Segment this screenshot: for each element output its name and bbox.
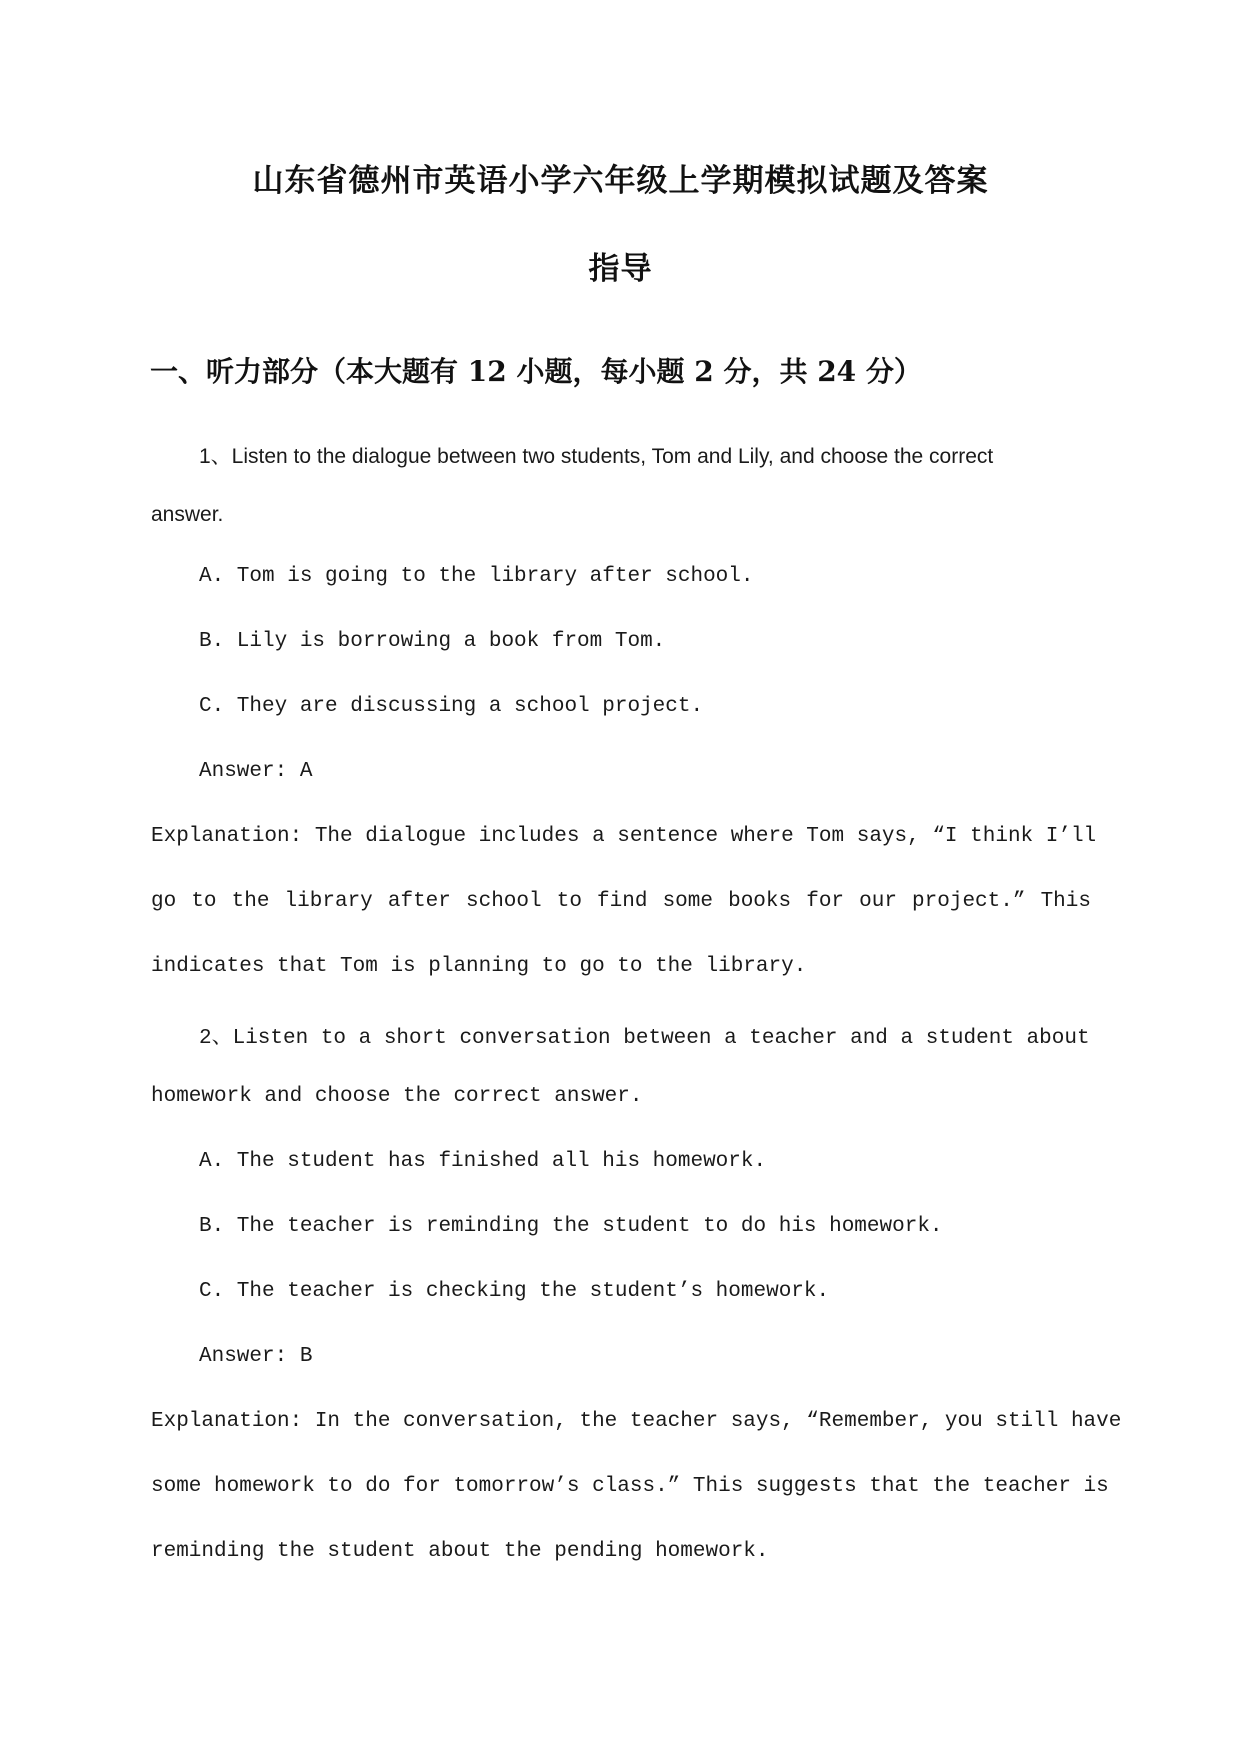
question-1-option-b: B. Lily is borrowing a book from Tom. [199, 630, 666, 653]
question-2-answer: Answer: B [199, 1345, 313, 1368]
document-title-continued: 指导 [588, 251, 653, 287]
question-2-prompt: 2、Listen to a short conversation between a teacher and a student about [199, 1027, 1090, 1050]
question-2-option-c: C. The teacher is checking the student’s homework. [199, 1280, 830, 1303]
section-heading: 一、听力部分（本大题有 12 小题，每小题 2 分，共 24 分） [150, 355, 922, 388]
question-1-option-c: C. They are discussing a school project. [199, 695, 704, 718]
question-2-option-a: A. The student has finished all his homework. [199, 1150, 767, 1173]
document-title: 山东省德州市英语小学六年级上学期模拟试题及答案 [252, 163, 989, 199]
question-1-explanation-line-1: Explanation: The dialogue includes a sentence where Tom says, “I think I’ll [151, 825, 1097, 848]
question-2-explanation-line-2: some homework to do for tomorrow’s class.” This suggests that the teacher is [151, 1475, 1109, 1498]
question-2-explanation-line-3: reminding the student about the pending homework. [151, 1540, 769, 1563]
question-1-explanation-line-3: indicates that Tom is planning to go to the library. [151, 955, 807, 978]
question-1-option-a: A. Tom is going to the library after school. [199, 565, 754, 588]
question-2-option-b: B. The teacher is reminding the student to do his homework. [199, 1215, 943, 1238]
question-2-prompt-continued: homework and choose the correct answer. [151, 1085, 643, 1108]
question-1-prompt: 1、Listen to the dialogue between two students, Tom and Lily, and choose the correct [199, 445, 994, 468]
question-2-explanation-line-1: Explanation: In the conversation, the teacher says, “Remember, you still have [151, 1410, 1122, 1433]
question-1-prompt-continued: answer. [151, 503, 224, 526]
question-1-explanation-line-2: go to the library after school to find some books for our project.” This [151, 890, 1091, 913]
question-1-answer: Answer: A [199, 760, 313, 783]
